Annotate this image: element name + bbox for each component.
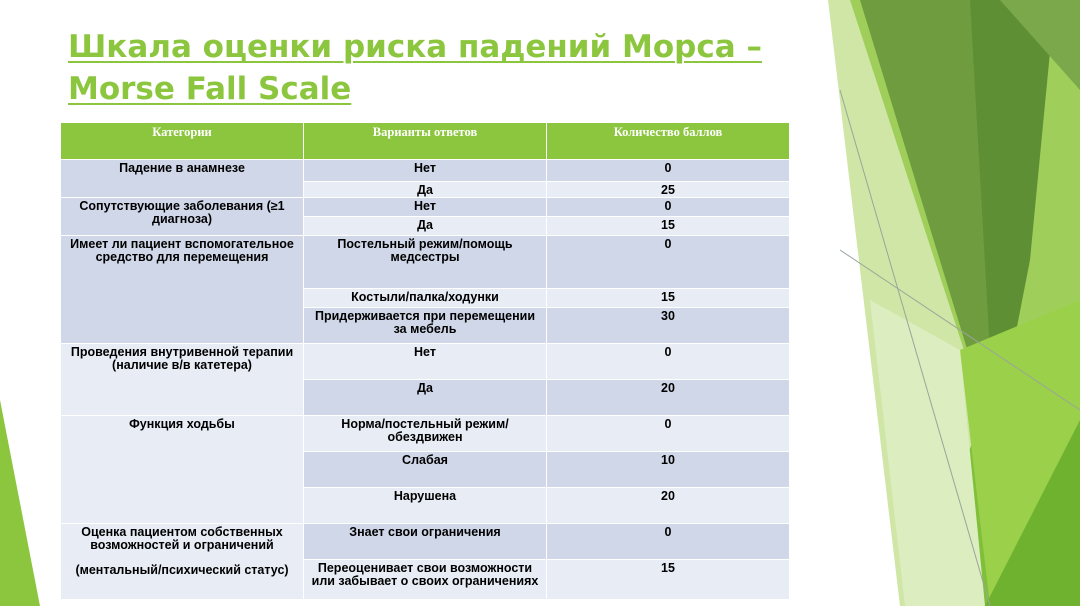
category-cell	[61, 524, 304, 600]
category-cell: Сопутствующие заболевания (≥1 диагноза)	[61, 198, 304, 236]
table-row	[61, 160, 790, 182]
header-categories: Категории	[61, 123, 304, 160]
answer-cell: Костыли/палка/ходунки	[304, 289, 547, 308]
score-cell: 10	[547, 452, 790, 488]
left-green-strip	[0, 400, 40, 606]
answer-cell: Придерживается при перемещении за мебель	[304, 308, 547, 344]
category-cell: Функция ходьбы	[61, 416, 304, 524]
title-line-1: Шкала оценки риска падений Морса –	[68, 29, 762, 65]
category-text: Оценка пациентом собственных возможностей и ограничений	[81, 525, 283, 552]
table-header-row	[61, 123, 790, 160]
score-cell: 20	[547, 488, 790, 524]
answer-cell: Знает свои ограничения	[304, 524, 547, 560]
answer-cell: Нет	[304, 160, 547, 182]
table-row	[61, 416, 790, 452]
score-cell: 0	[547, 160, 790, 182]
answer-cell: Норма/постельный режим/обездвижен	[304, 416, 547, 452]
score-cell: 20	[547, 380, 790, 416]
header-points: Количество баллов	[547, 123, 790, 160]
table-row	[61, 344, 790, 380]
page-title	[68, 26, 762, 110]
category-cell: Имеет ли пациент вспомогательное средство для перемещения	[61, 236, 304, 344]
answer-cell: Да	[304, 182, 547, 198]
answer-cell: Нет	[304, 344, 547, 380]
score-cell: 0	[547, 236, 790, 289]
category-cell: Проведения внутривенной терапии (наличие в/в катетера)	[61, 344, 304, 416]
score-cell: 0	[547, 416, 790, 452]
title-line-2: Morse Fall Scale	[68, 71, 352, 107]
category-subtext: (ментальный/психический статус)	[75, 563, 289, 577]
answer-cell: Переоценивает свои возможности или забывает о своих ограничениях	[304, 560, 547, 600]
score-cell: 15	[547, 289, 790, 308]
score-cell: 15	[547, 560, 790, 600]
score-cell: 25	[547, 182, 790, 198]
answer-cell: Постельный режим/помощь медсестры	[304, 236, 547, 289]
category-cell: Падение в анамнезе	[61, 160, 304, 198]
answer-cell: Слабая	[304, 452, 547, 488]
score-cell: 15	[547, 217, 790, 236]
score-cell: 0	[547, 524, 790, 560]
table-row	[61, 236, 790, 289]
morse-scale-table	[60, 122, 790, 600]
header-answers: Варианты ответов	[304, 123, 547, 160]
answer-cell: Да	[304, 217, 547, 236]
table-row	[61, 524, 790, 560]
table-row	[61, 198, 790, 217]
score-cell: 30	[547, 308, 790, 344]
answer-cell: Нет	[304, 198, 547, 217]
score-cell: 0	[547, 344, 790, 380]
answer-cell: Да	[304, 380, 547, 416]
answer-cell: Нарушена	[304, 488, 547, 524]
score-cell: 0	[547, 198, 790, 217]
